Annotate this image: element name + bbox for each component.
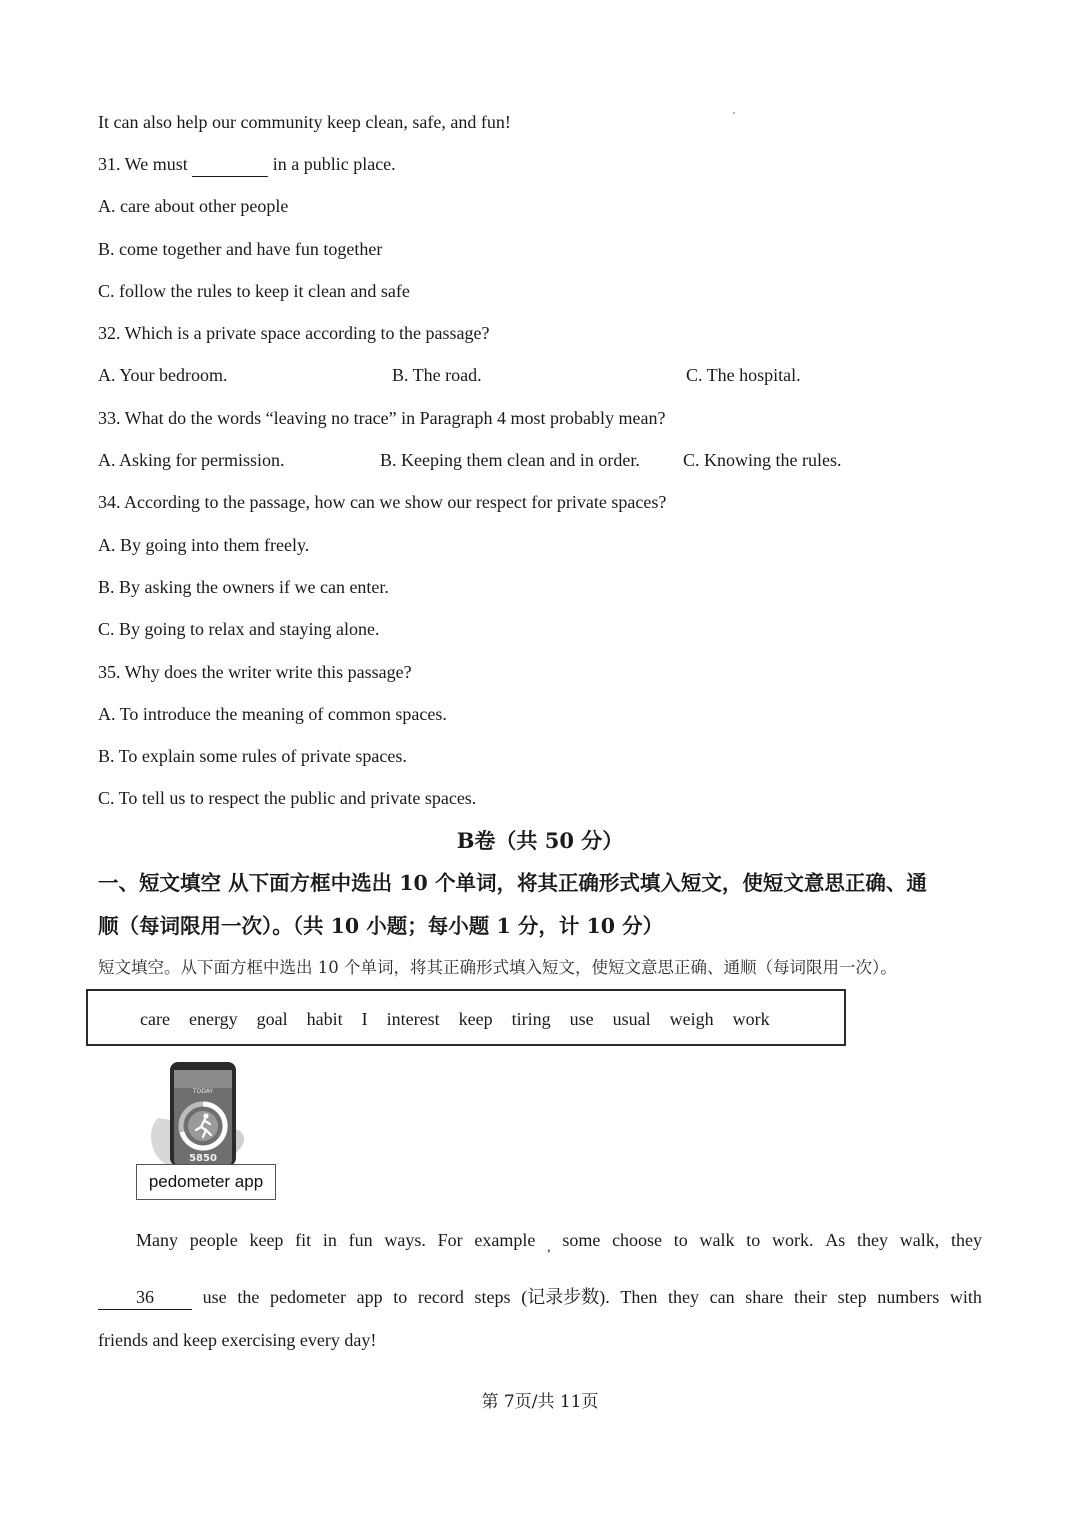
part-1-title-line-1: 一、短文填空 从下面方框中选出 10 个单词，将其正确形式填入短文，使短文意思正确、通 (98, 871, 927, 895)
cloze-word: to (673, 1230, 688, 1250)
word-bank-item: interest (386, 1009, 440, 1029)
cloze-word: share (745, 1287, 784, 1307)
cloze-word: walk, (899, 1230, 940, 1250)
cloze-word: numbers (877, 1287, 940, 1307)
word-bank-item: goal (256, 1009, 288, 1029)
cloze-word: in (322, 1230, 337, 1250)
question-34-stem: 34. According to the passage, how can we show our respect for private spaces? (98, 492, 667, 512)
question-31-option-a: A. care about other people (98, 196, 289, 216)
question-33-option-b: B. Keeping them clean and in order. (380, 450, 640, 470)
cloze-word: they (668, 1287, 699, 1307)
cloze-word: choose (612, 1230, 663, 1250)
word-bank-item: I (361, 1009, 368, 1029)
word-bank-item: use (569, 1009, 594, 1029)
phone-header-text: TODAY (192, 1088, 214, 1095)
cloze-line-1 (136, 1228, 982, 1255)
cloze-word: people (189, 1230, 238, 1250)
cloze-word: Many (136, 1230, 178, 1250)
question-34-option-b: B. By asking the owners if we can enter. (98, 577, 389, 597)
cloze-word: their (793, 1287, 827, 1307)
question-31-option-b: B. come together and have fun together (98, 239, 383, 259)
word-bank-box (86, 989, 846, 1046)
cloze-word: ways. (384, 1230, 426, 1250)
section-b-heading: B卷（共 50 分） (456, 828, 624, 853)
cloze-word: step (837, 1287, 867, 1307)
question-32-stem: 32. Which is a private space according to the passage? (98, 323, 490, 343)
question-34-option-c: C. By going to relax and staying alone. (98, 619, 380, 639)
question-32-option-b: B. The road. (392, 365, 482, 385)
part-1-title-line-2: 顺（每词限用一次）。（共 10 小题；每小题 1 分，计 10 分） (98, 914, 664, 938)
word-bank-item: care (140, 1009, 170, 1029)
cloze-word: (记录步数). (521, 1287, 610, 1307)
question-35-stem: 35. Why does the writer write this passage? (98, 662, 412, 682)
word-bank-item: work (732, 1009, 770, 1029)
cloze-word: Then (620, 1287, 658, 1307)
cloze-word: example (474, 1230, 536, 1250)
word-bank-list (140, 1008, 770, 1030)
pedometer-illustration (136, 1060, 276, 1202)
word-bank-item: usual (612, 1009, 651, 1029)
question-35-option-b: B. To explain some rules of private spaces. (98, 746, 407, 766)
passage-last-line: It can also help our community keep clean, safe, and fun! (98, 112, 511, 132)
cloze-word: keep (249, 1230, 284, 1250)
cloze-word: steps (474, 1287, 511, 1307)
question-31 (98, 152, 396, 177)
word-bank-item: tiring (511, 1009, 551, 1029)
cloze-word: to (393, 1287, 408, 1307)
pedometer-app-label: pedometer app (136, 1164, 276, 1200)
word-bank-item: habit (306, 1009, 343, 1029)
cloze-word: to (746, 1230, 761, 1250)
cloze-word: the (237, 1287, 260, 1307)
question-31-stem-start: 31. We must (98, 154, 188, 174)
cloze-word: can (709, 1287, 735, 1307)
cloze-word: they (950, 1230, 982, 1250)
cloze-word: fun (348, 1230, 373, 1250)
cloze-word: pedometer (269, 1287, 346, 1307)
blank-36[interactable] (98, 1285, 192, 1310)
question-32-option-a: A. Your bedroom. (98, 365, 228, 385)
word-bank-item: keep (458, 1009, 493, 1029)
question-34-option-a: A. By going into them freely. (98, 535, 310, 555)
question-33-option-c: C. Knowing the rules. (683, 450, 842, 470)
question-33-stem: 33. What do the words “leaving no trace” in Paragraph 4 most probably mean? (98, 408, 666, 428)
cloze-word: app (356, 1287, 383, 1307)
cloze-word: they (857, 1230, 888, 1250)
blank-36-number: 36 (136, 1287, 154, 1307)
page-footer: 第 7页/共 11页 (481, 1392, 599, 1412)
word-bank-item: weigh (669, 1009, 714, 1029)
step-count-text: 5850 (189, 1153, 217, 1164)
scan-speck (733, 112, 735, 114)
cloze-word: As (825, 1230, 846, 1250)
cloze-word: use (202, 1287, 227, 1307)
cloze-word: work. (772, 1230, 814, 1250)
word-bank-item: energy (188, 1009, 238, 1029)
question-32-option-c: C. The hospital. (686, 365, 801, 385)
cloze-word: fit (295, 1230, 312, 1250)
cloze-word: , (547, 1240, 551, 1255)
question-35-option-c: C. To tell us to respect the public and private spaces. (98, 788, 477, 808)
cloze-word: with (949, 1287, 982, 1307)
phone-hand-icon (136, 1060, 276, 1170)
question-31-stem-end: in a public place. (272, 154, 396, 174)
question-31-blank (192, 152, 268, 177)
question-31-option-c: C. follow the rules to keep it clean and safe (98, 281, 410, 301)
question-33-option-a: A. Asking for permission. (98, 450, 285, 470)
cloze-line-3: friends and keep exercising every day! (98, 1330, 377, 1350)
question-35-option-a: A. To introduce the meaning of common spaces. (98, 704, 447, 724)
cloze-word: walk (699, 1230, 735, 1250)
cloze-word: record (417, 1287, 464, 1307)
cloze-word: For (437, 1230, 463, 1250)
cloze-word: some (562, 1230, 601, 1250)
part-1-instruction: 短文填空。从下面方框中选出 10 个单词，将其正确形式填入短文，使短文意思正确、通顺（每词限用一次）。 (98, 958, 897, 977)
cloze-line-2 (98, 1285, 982, 1310)
